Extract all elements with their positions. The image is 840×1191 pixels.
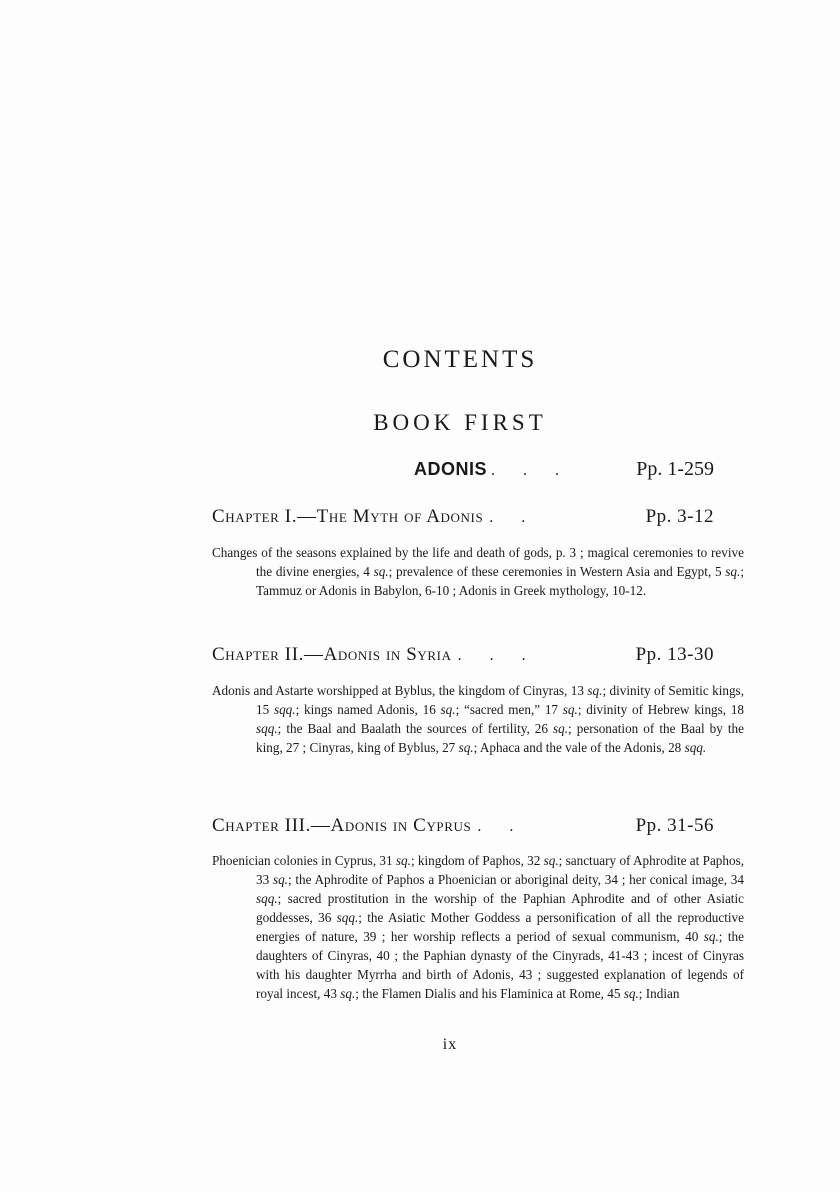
chapter-heading: [212, 506, 714, 534]
chapter-pages: Pp. 31-56: [635, 815, 714, 836]
part-name: ADONIS: [414, 459, 488, 479]
chapter-title: Chapter II.—Adonis in Syria: [212, 644, 452, 665]
chapter-leader: . . .: [457, 647, 538, 664]
chapter-leader: . .: [477, 818, 526, 835]
page-title: CONTENTS: [382, 346, 538, 373]
chapter-heading: [212, 815, 714, 843]
chapter-summary: Changes of the seasons explained by the life and death of gods, p. 3 ; magical ceremonies to revive the divine energies, 4 sq.; prevalence of these ceremonies in Western Asia and Egypt, 5 sq.; Tammuz or Adonis in Babylon, 6-10 ; Adonis in Greek mythology, 10-12.: [212, 545, 744, 598]
chapter-heading: [212, 644, 714, 672]
part-entry: [414, 458, 714, 486]
chapter-title: Chapter III.—Adonis in Cyprus: [212, 815, 472, 836]
chapter-leader: . .: [489, 509, 538, 526]
book-heading: BOOK FIRST: [373, 410, 547, 435]
page-number: ix: [442, 1036, 458, 1053]
chapter-summary: Adonis and Astarte worshipped at Byblus, the kingdom of Cinyras, 13 sq.; divinity of Semitic kings, 15 sqq.; kings named Adonis, 16 sq.; “sacred men,” 17 sq.; divinity of Hebrew kings, 18 sqq.; the Baal and Baalath the sources of fertility, 26 sq.; personation of the Baal by the king, 27 ; Cinyras, king of Byblus, 27 sq.; Aphaca and the vale of the Adonis, 28 sqq.: [212, 683, 745, 755]
part-leader: . . .: [491, 462, 572, 479]
chapter-title: Chapter I.—The Myth of Adonis: [212, 506, 484, 527]
part-pages: Pp. 1-259: [636, 458, 714, 480]
chapter-pages: Pp. 13-30: [635, 644, 714, 665]
chapter-summary: Phoenician colonies in Cyprus, 31 sq.; kingdom of Paphos, 32 sq.; sanctuary of Aphrodite at Paphos, 33 sq.; the Aphrodite of Paphos a Phoenician or aboriginal deity, 34 ; her conical image, 34 sqq.; sacred prostitution in the worship of the Paphian Aphrodite and of other Asiatic goddesses, 36 sqq.; the Asiatic Mother Goddess a personification of all the reproductive energies of nature, 39 ; her worship reflects a period of sexual communism, 40 sq.; the daughters of Cinyras, 40 ; the Paphian dynasty of the Cinyrads, 41-43 ; incest of Cinyras with his daughter Myrrha and birth of Adonis, 43 ; suggested explanation of legends of royal incest, 43 sq.; the Flamen Dialis and his Flaminica at Rome, 45 sq.; Indian: [212, 853, 745, 1001]
chapter-pages: Pp. 3-12: [645, 506, 714, 527]
